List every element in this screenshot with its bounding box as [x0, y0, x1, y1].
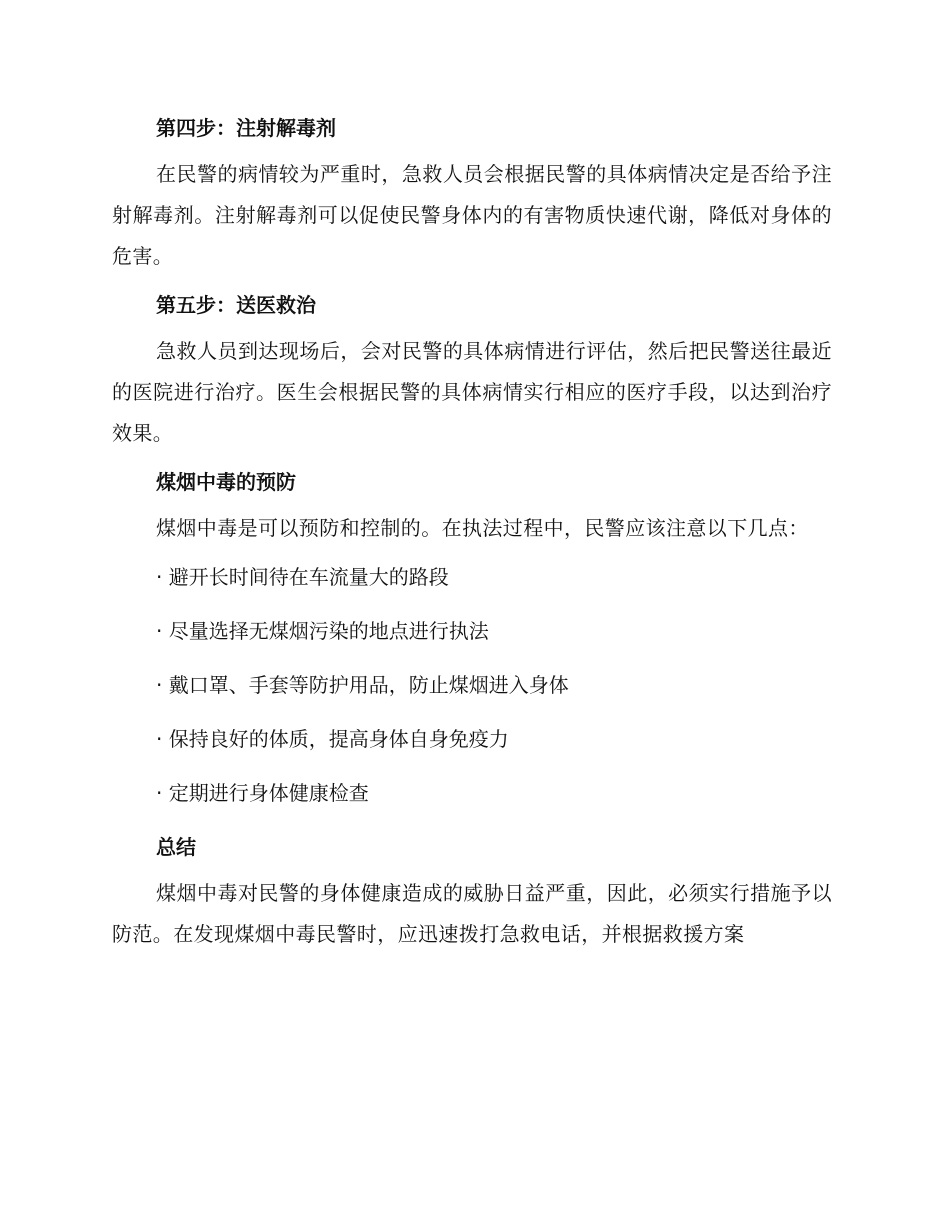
list-item: · 尽量选择无煤烟污染的地点进行执法: [156, 619, 489, 643]
summary-paragraph: 煤烟中毒对民警的身体健康造成的威胁日益严重，因此，必须实行措施予以防范。在发现煤烟中毒民警时，应迅速拨打急救电话，并根据救援方案: [112, 881, 832, 946]
step4-paragraph: 在民警的病情较为严重时，急救人员会根据民警的具体病情决定是否给予注射解毒剂。注射解毒剂可以促使民警身体内的有害物质快速代谢，降低对身体的危害。: [112, 162, 832, 268]
prevention-heading: 煤烟中毒的预防: [156, 470, 296, 494]
summary-heading: 总结: [156, 835, 196, 859]
step4-heading: 第四步：注射解毒剂: [156, 116, 336, 140]
list-item: · 定期进行身体健康检查: [156, 781, 369, 805]
list-item: · 避开长时间待在车流量大的路段: [156, 565, 449, 589]
document-page: [112, 108, 832, 963]
step5-paragraph: 急救人员到达现场后，会对民警的具体病情进行评估，然后把民警送往最近的医院进行治疗。医生会根据民警的具体病情实行相应的医疗手段，以达到治疗效果。: [112, 339, 832, 445]
list-item: · 保持良好的体质，提高身体自身免疫力: [156, 727, 509, 751]
list-item: · 戴口罩、手套等防护用品，防止煤烟进入身体: [156, 673, 569, 697]
prevention-list: [112, 557, 832, 814]
prevention-intro: 煤烟中毒是可以预防和控制的。在执法过程中，民警应该注意以下几点：: [156, 516, 809, 540]
step5-heading: 第五步：送医救治: [156, 293, 316, 317]
